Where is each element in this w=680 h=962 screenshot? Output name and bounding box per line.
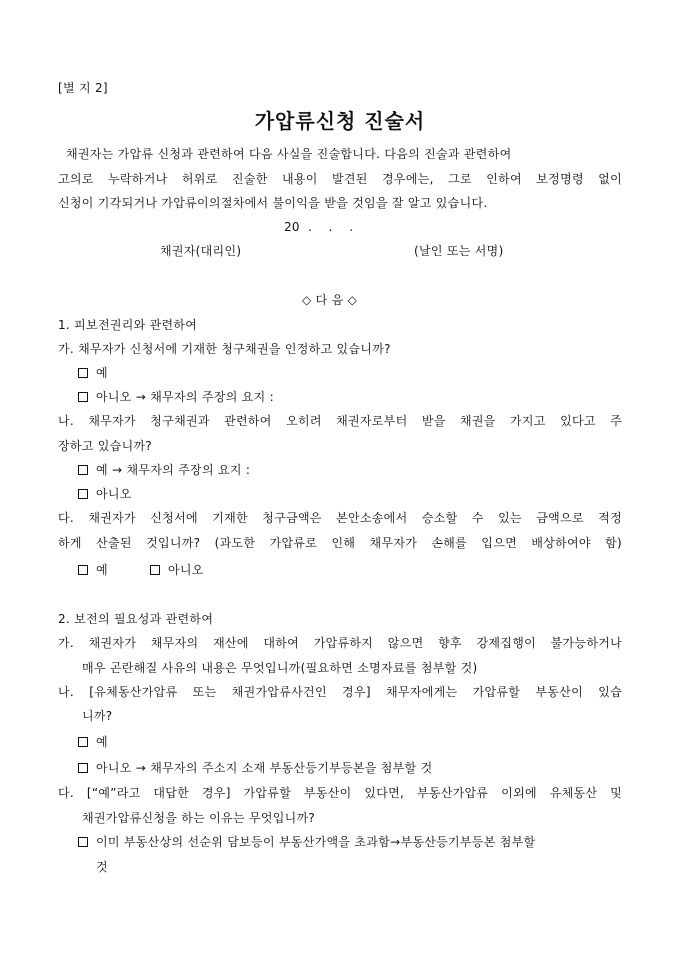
option-label: 아니오 → 채무자의 주소지 소재 부동산등기부등본을 첨부할 것 bbox=[96, 761, 433, 775]
checkbox[interactable] bbox=[78, 368, 88, 378]
question-2-na-line-2: 니까? bbox=[82, 709, 113, 723]
form-number: [별 지 2] bbox=[58, 81, 108, 95]
seal-label: (날인 또는 서명) bbox=[414, 244, 504, 258]
question-2-na-line-1: 나. [유체동산가압류 또는 채권가압류사건인 경우] 채무자에게는 가압류할 부동산이 있습 bbox=[58, 685, 622, 699]
option-label: 예 bbox=[96, 366, 108, 380]
question-1-na-line-1: 나. 채무자가 청구채권과 관련하여 오히려 채권자로부터 받을 채권을 가지고 있다고 주 bbox=[58, 414, 622, 428]
option-label: 예 → 채무자의 주장의 요지 : bbox=[96, 463, 251, 477]
q2-da-option-1[interactable] bbox=[78, 834, 622, 850]
date-line[interactable]: 20 . . . bbox=[284, 220, 354, 234]
intro-line-3: 신청이 기각되거나 가압류이의절차에서 불이익을 받을 것임을 잘 알고 있습니다. bbox=[58, 196, 488, 210]
section-2-heading: 2. 보전의 필요성과 관련하여 bbox=[58, 612, 214, 626]
q2-na-option-no[interactable] bbox=[78, 760, 622, 776]
q1-na-option-yes[interactable] bbox=[78, 462, 622, 478]
checkbox[interactable] bbox=[78, 489, 88, 499]
section-1-heading: 1. 피보전권리와 관련하여 bbox=[58, 318, 198, 332]
option-label: 예 bbox=[96, 735, 108, 749]
option-label: 이미 부동산상의 선순위 담보등이 부동산가액을 초과함→부동산등기부등본 첨부할 bbox=[96, 835, 536, 849]
checkbox[interactable] bbox=[78, 763, 88, 773]
option-label: 아니오 bbox=[168, 563, 204, 577]
question-2-ga-line-2: 매우 곤란해질 사유의 내용은 무엇입니까(필요하면 소명자료를 첨부할 것) bbox=[82, 661, 478, 675]
q2-da-option-1-continued: 것 bbox=[96, 860, 108, 874]
option-label: 아니오 → 채무자의 주장의 요지 : bbox=[96, 390, 274, 404]
option-label: 아니오 bbox=[96, 487, 132, 501]
page-title: 가압류신청 진술서 bbox=[254, 109, 426, 133]
question-1-da-line-2: 하게 산출된 것입니까? (과도한 가압류로 인해 채무자가 손해를 입으면 배상하여야 함) bbox=[58, 536, 622, 550]
intro-line-2: 고의로 누락하거나 허위로 진술한 내용이 발견된 경우에는, 그로 인하여 보정명령 없이 bbox=[58, 172, 622, 186]
checkbox[interactable] bbox=[78, 392, 88, 402]
checkbox[interactable] bbox=[150, 565, 160, 575]
checkbox[interactable] bbox=[78, 737, 88, 747]
question-1-na-line-2: 장하고 있습니까? bbox=[58, 439, 153, 453]
checkbox[interactable] bbox=[78, 465, 88, 475]
intro-line-1: 채권자는 가압류 신청과 관련하여 다음 사실을 진술합니다. 다음의 진술과 관련하여 bbox=[66, 147, 512, 161]
question-2-da-line-1: 다. [“예”라고 대답한 경우] 가압류할 부동산이 있다면, 부동산가압류 이외에 유체동산 및 bbox=[58, 786, 622, 800]
option-label: 예 bbox=[96, 563, 108, 577]
question-2-ga-line-1: 가. 채권자가 채무자의 재산에 대하여 가압류하지 않으면 향후 강제집행이 불가능하거나 bbox=[58, 636, 622, 650]
q1-na-option-no[interactable] bbox=[78, 486, 622, 502]
q1-da-option-no[interactable] bbox=[150, 562, 622, 578]
question-2-da-line-2: 채권가압류신청을 하는 이유는 무엇입니까? bbox=[82, 811, 316, 825]
q2-na-option-yes[interactable] bbox=[78, 734, 622, 750]
checkbox[interactable] bbox=[78, 837, 88, 847]
creditor-label: 채권자(대리인) bbox=[160, 244, 242, 258]
section-marker: ◇ 다 음 ◇ bbox=[302, 293, 358, 307]
q1-ga-option-no[interactable] bbox=[78, 389, 622, 405]
question-1-ga: 가. 채무자가 신청서에 기재한 청구채권을 인정하고 있습니까? bbox=[58, 342, 391, 356]
q1-ga-option-yes[interactable] bbox=[78, 365, 622, 381]
checkbox[interactable] bbox=[78, 565, 88, 575]
question-1-da-line-1: 다. 채권자가 신청서에 기재한 청구금액은 본안소송에서 승소할 수 있는 금액으로 적정 bbox=[58, 511, 622, 525]
